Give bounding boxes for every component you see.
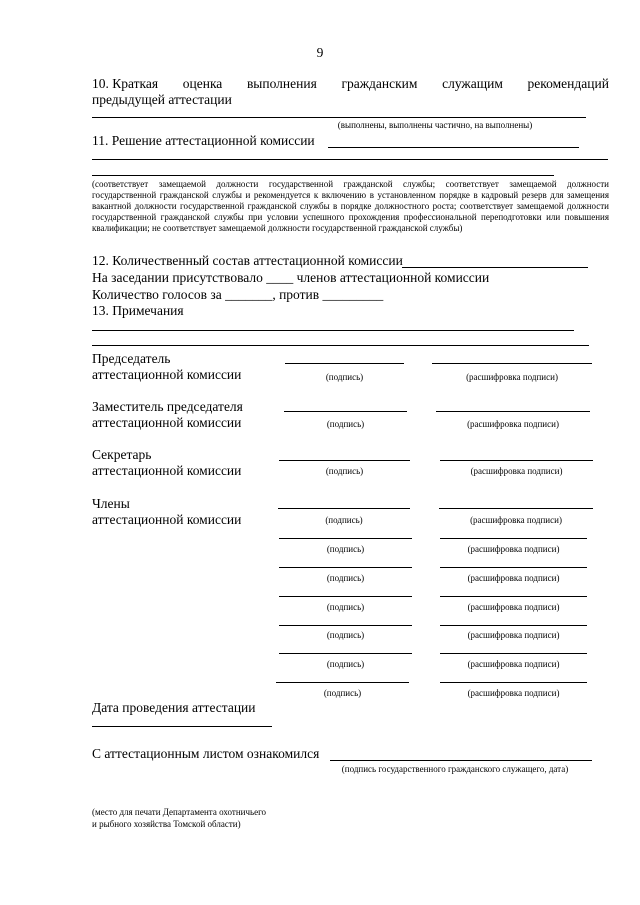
signature-caption: (подпись) [325, 372, 364, 382]
member-decode-caption: (расшифровка подписи) [467, 602, 560, 612]
chairman-title: Председатель [92, 351, 171, 366]
item10-word: выполнения [246, 76, 317, 91]
member-signature-caption: (подпись) [323, 688, 362, 698]
member-signature-line [279, 596, 412, 597]
secretary-title-2: аттестационной комиссии [92, 463, 242, 478]
deputy-title-2: аттестационной комиссии [92, 415, 242, 430]
signature-caption: (подпись) [325, 466, 364, 476]
decode-caption: (расшифровка подписи) [466, 372, 558, 382]
stamp-note-line1: (место для печати Департамента охотничьего [92, 807, 267, 817]
stamp-note-line2: и рыбного хозяйства Томской области) [92, 819, 241, 829]
item11-fill-line [92, 159, 608, 160]
item11-fill-line [328, 147, 579, 148]
item10-caption: (выполнены, выполнены частично, на выполнены) [337, 120, 533, 130]
member-decode-caption: (расшифровка подписи) [470, 515, 562, 525]
member-decode-caption: (расшифровка подписи) [467, 573, 560, 583]
member-decode-line [440, 538, 587, 539]
item13-fill-line [92, 345, 589, 346]
decode-caption: (расшифровка подписи) [467, 419, 559, 429]
member-decode-line [440, 653, 587, 654]
item10-line2: предыдущей аттестации [92, 92, 232, 107]
page-number: 9 [316, 45, 324, 60]
acquainted-label: С аттестационным листом ознакомился [92, 746, 320, 761]
decode-line [436, 411, 590, 412]
member-decode-caption: (расшифровка подписи) [467, 630, 560, 640]
member-decode-caption: (расшифровка подписи) [467, 659, 560, 669]
attestation-date-label: Дата проведения аттестации [92, 700, 256, 715]
item13-fill-line [92, 330, 574, 331]
member-signature-caption: (подпись) [326, 544, 365, 554]
member-decode-line [440, 567, 587, 568]
chairman-title-2: аттестационной комиссии [92, 367, 242, 382]
member-signature-caption: (подпись) [326, 602, 365, 612]
signature-line [279, 460, 410, 461]
item10-word: гражданским [341, 76, 418, 91]
member-signature-line [279, 538, 412, 539]
members-title-2: аттестационной комиссии [92, 512, 242, 527]
member-signature-line [279, 653, 412, 654]
decode-line [432, 363, 592, 364]
member-signature-line [276, 682, 409, 683]
item10-word: 10. Краткая [92, 76, 159, 91]
member-signature-line [278, 508, 410, 509]
member-decode-caption: (расшифровка подписи) [467, 688, 560, 698]
secretary-title: Секретарь [92, 447, 152, 462]
member-signature-caption: (подпись) [326, 630, 365, 640]
member-decode-line [440, 596, 587, 597]
item11-note: (соответствует замещаемой должности государственной гражданской службы; соответствует замещаемой должности государственной гражданской службы и рекомендуется к включению в установленном порядке в кадровый резерв для замещения вакантной должности государственной гражданской службы в порядке должностного роста; соответствует замещаемой должности государственной гражданской службы при условии успешного прохождения профессиональной переподготовки или повышения квалификации; не соответствует замещаемой должности государственной гражданской службы) [92, 179, 609, 233]
item12-present: На заседании присутствовало ____ членов аттестационной комиссии [92, 270, 490, 285]
member-decode-line [439, 508, 593, 509]
item12-label: 12. Количественный состав аттестационной комиссии [92, 253, 403, 268]
member-signature-caption: (подпись) [326, 573, 365, 583]
member-signature-caption: (подпись) [326, 659, 365, 669]
deputy-title: Заместитель председателя [92, 399, 243, 414]
member-decode-line [440, 625, 587, 626]
acquainted-fill-line [330, 760, 592, 761]
member-decode-caption: (расшифровка подписи) [467, 544, 560, 554]
attestation-date-line [92, 726, 272, 727]
item11-label: 11. Решение аттестационной комиссии [92, 133, 315, 148]
signature-line [285, 363, 404, 364]
item10-line1 [92, 76, 609, 92]
decode-line [440, 460, 593, 461]
item12-votes: Количество голосов за _______, против _________ [92, 287, 384, 302]
item10-word: оценка [182, 76, 223, 91]
item13-label: 13. Примечания [92, 303, 184, 318]
item10-word: рекомендаций [527, 76, 609, 91]
member-signature-line [279, 567, 412, 568]
member-signature-line [279, 625, 412, 626]
member-signature-caption: (подпись) [325, 515, 363, 525]
members-title: Члены [92, 496, 130, 511]
item11-fill-line [92, 175, 554, 176]
signature-line [284, 411, 407, 412]
item10-fill-line [92, 117, 586, 118]
member-decode-line [440, 682, 587, 683]
acquainted-caption: (подпись государственного гражданского служащего, дата) [341, 764, 569, 774]
decode-caption: (расшифровка подписи) [470, 466, 563, 476]
item12-fill-line [402, 267, 588, 268]
item10-word: служащим [442, 76, 503, 91]
signature-caption: (подпись) [326, 419, 365, 429]
